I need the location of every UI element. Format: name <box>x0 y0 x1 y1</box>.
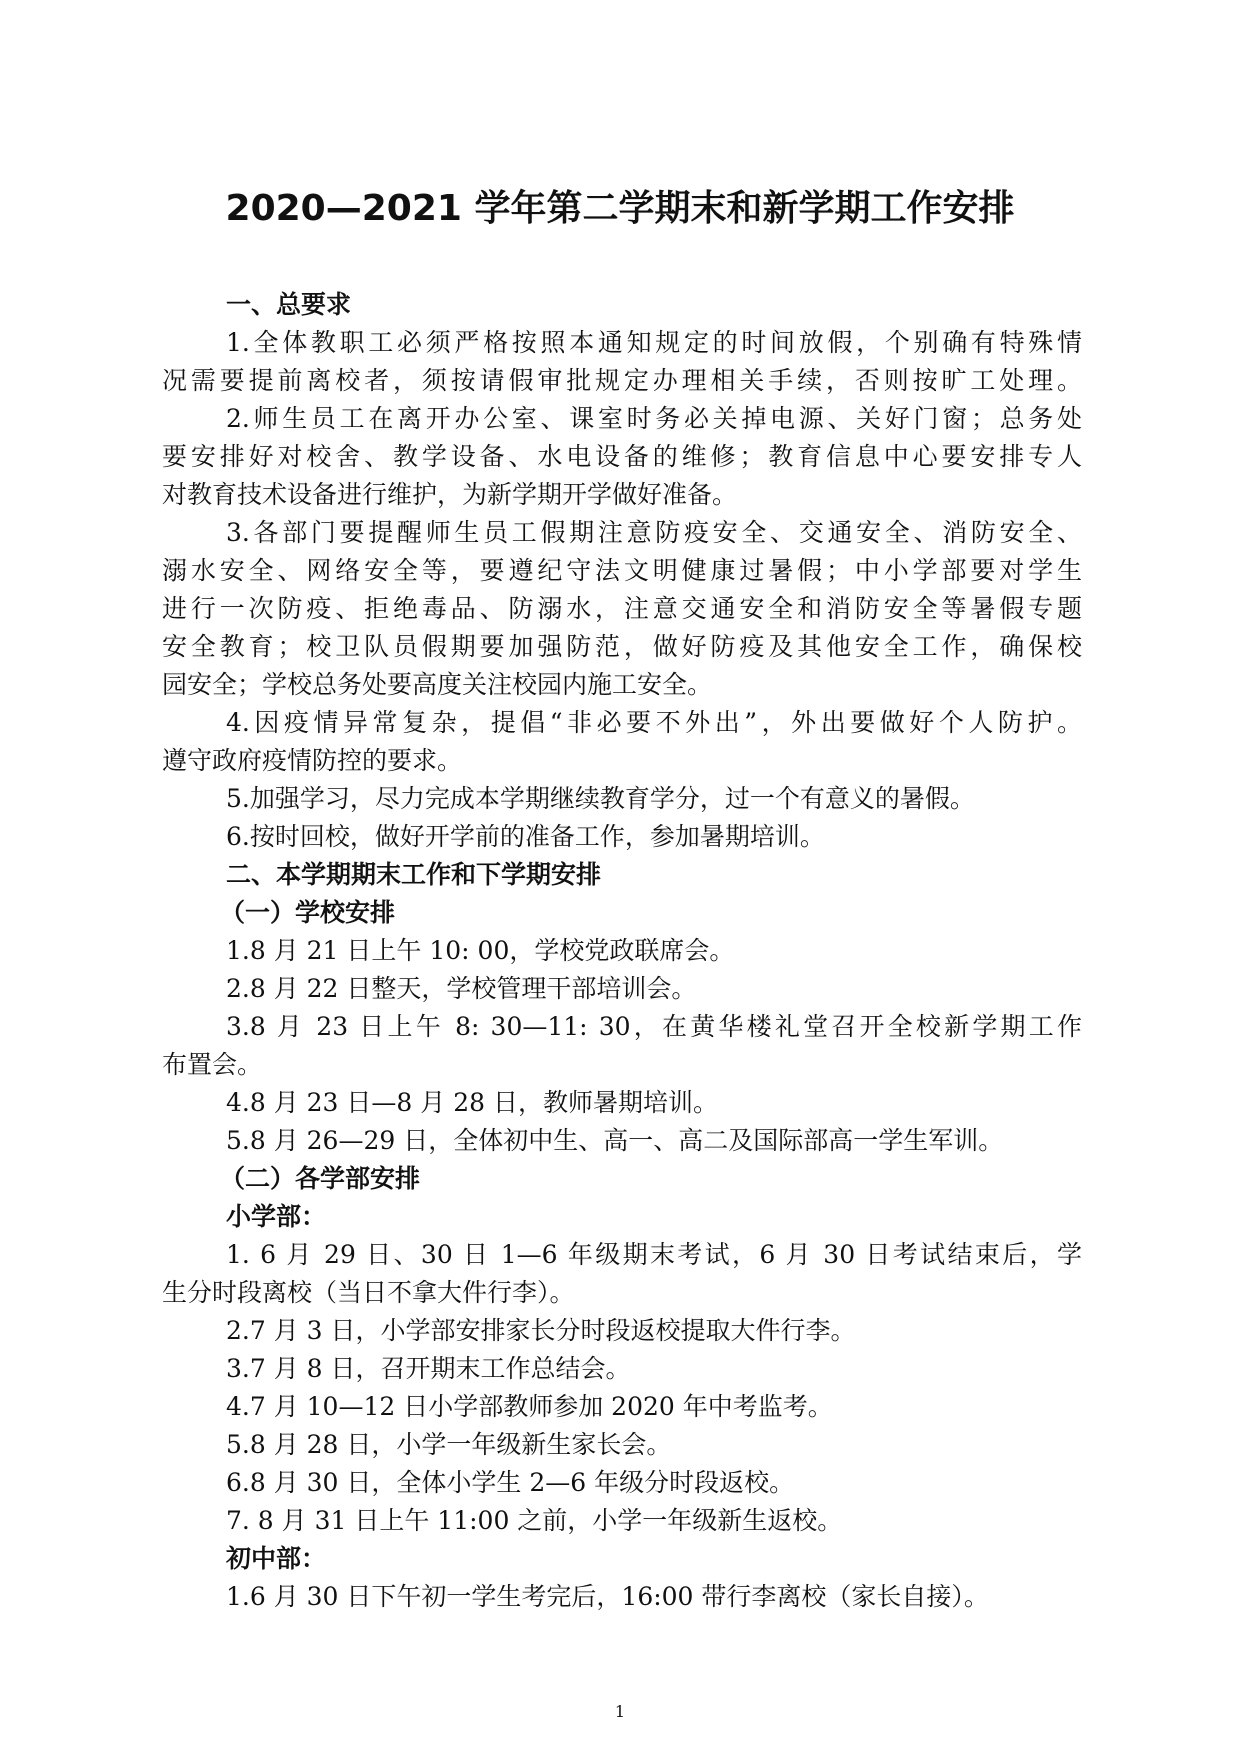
paragraph-line: 4.7 月 10—12 日小学部教师参加 2020 年中考监考。 <box>226 1392 833 1421</box>
paragraph-line: 4.因疫情异常复杂，提倡“非必要不外出”，外出要做好个人防护。 <box>226 708 1082 737</box>
paragraph-line: 6.8 月 30 日，全体小学生 2—6 年级分时段返校。 <box>226 1468 795 1497</box>
page-number: 1 <box>614 1702 626 1721</box>
paragraph-line: 对教育技术设备进行维护，为新学期开学做好准备。 <box>162 480 738 509</box>
paragraph-line: 溺水安全、网络安全等，要遵纪守法文明健康过暑假；中小学部要对学生 <box>162 556 1082 585</box>
paragraph-line: 5.8 月 28 日，小学一年级新生家长会。 <box>226 1430 672 1459</box>
paragraph-line: 遵守政府疫情防控的要求。 <box>162 746 463 775</box>
section-heading-schedule: 二、本学期期末工作和下学期安排 <box>226 860 602 889</box>
paragraph-line: 5.加强学习，尽力完成本学期继续教育学分，过一个有意义的暑假。 <box>226 784 975 813</box>
subsection-heading-school: （一）学校安排 <box>220 898 396 927</box>
paragraph-line: 安全教育；校卫队员假期要加强防范，做好防疫及其他安全工作，确保校 <box>162 632 1082 661</box>
paragraph-line: 布置会。 <box>162 1050 263 1079</box>
paragraph-line: 5.8 月 26—29 日，全体初中生、高一、高二及国际部高一学生军训。 <box>226 1126 1004 1155</box>
paragraph-line: 1.8 月 21 日上午 10: 00，学校党政联席会。 <box>226 936 735 965</box>
paragraph-line: 1.6 月 30 日下午初一学生考完后，16:00 带行李离校（家长自接）。 <box>226 1582 989 1611</box>
subsection-heading-departments: （二）各学部安排 <box>220 1164 421 1193</box>
paragraph-line: 2.师生员工在离开办公室、课室时务必关掉电源、关好门窗；总务处 <box>226 404 1082 433</box>
paragraph-line: 要安排好对校舍、教学设备、水电设备的维修；教育信息中心要安排专人 <box>162 442 1082 471</box>
paragraph-line: 3.8 月 23 日上午 8: 30—11: 30，在黄华楼礼堂召开全校新学期工作 <box>226 1012 1082 1041</box>
paragraph-line: 3.7 月 8 日，召开期末工作总结会。 <box>226 1354 631 1383</box>
paragraph-line: 园安全；学校总务处要高度关注校园内施工安全。 <box>162 670 713 699</box>
section-heading-general: 一、总要求 <box>226 290 352 319</box>
paragraph-line: 3.各部门要提醒师生员工假期注意防疫安全、交通安全、消防安全、 <box>226 518 1082 547</box>
paragraph-line: 1.全体教职工必须严格按照本通知规定的时间放假，个别确有特殊情 <box>226 328 1082 357</box>
paragraph-line: 况需要提前离校者，须按请假审批规定办理相关手续，否则按旷工处理。 <box>162 366 1082 395</box>
paragraph-line: 2.7 月 3 日，小学部安排家长分时段返校提取大件行李。 <box>226 1316 856 1345</box>
paragraph-line: 4.8 月 23 日—8 月 28 日，教师暑期培训。 <box>226 1088 718 1117</box>
paragraph-line: 进行一次防疫、拒绝毒品、防溺水，注意交通安全和消防安全等暑假专题 <box>162 594 1082 623</box>
paragraph-line: 1. 6 月 29 日、30 日 1—6 年级期末考试，6 月 30 日考试结束后，学 <box>226 1240 1082 1269</box>
paragraph-line: 2.8 月 22 日整天，学校管理干部培训会。 <box>226 974 697 1003</box>
paragraph-line: 7. 8 月 31 日上午 11:00 之前，小学一年级新生返校。 <box>226 1506 843 1535</box>
paragraph-line: 6.按时回校，做好开学前的准备工作，参加暑期培训。 <box>226 822 825 851</box>
department-heading-primary: 小学部： <box>226 1202 327 1231</box>
document-title: 2020—2021 学年第二学期末和新学期工作安排 <box>225 188 1015 229</box>
department-heading-junior: 初中部： <box>226 1544 327 1573</box>
paragraph-line: 生分时段离校（当日不拿大件行李）。 <box>162 1278 575 1307</box>
